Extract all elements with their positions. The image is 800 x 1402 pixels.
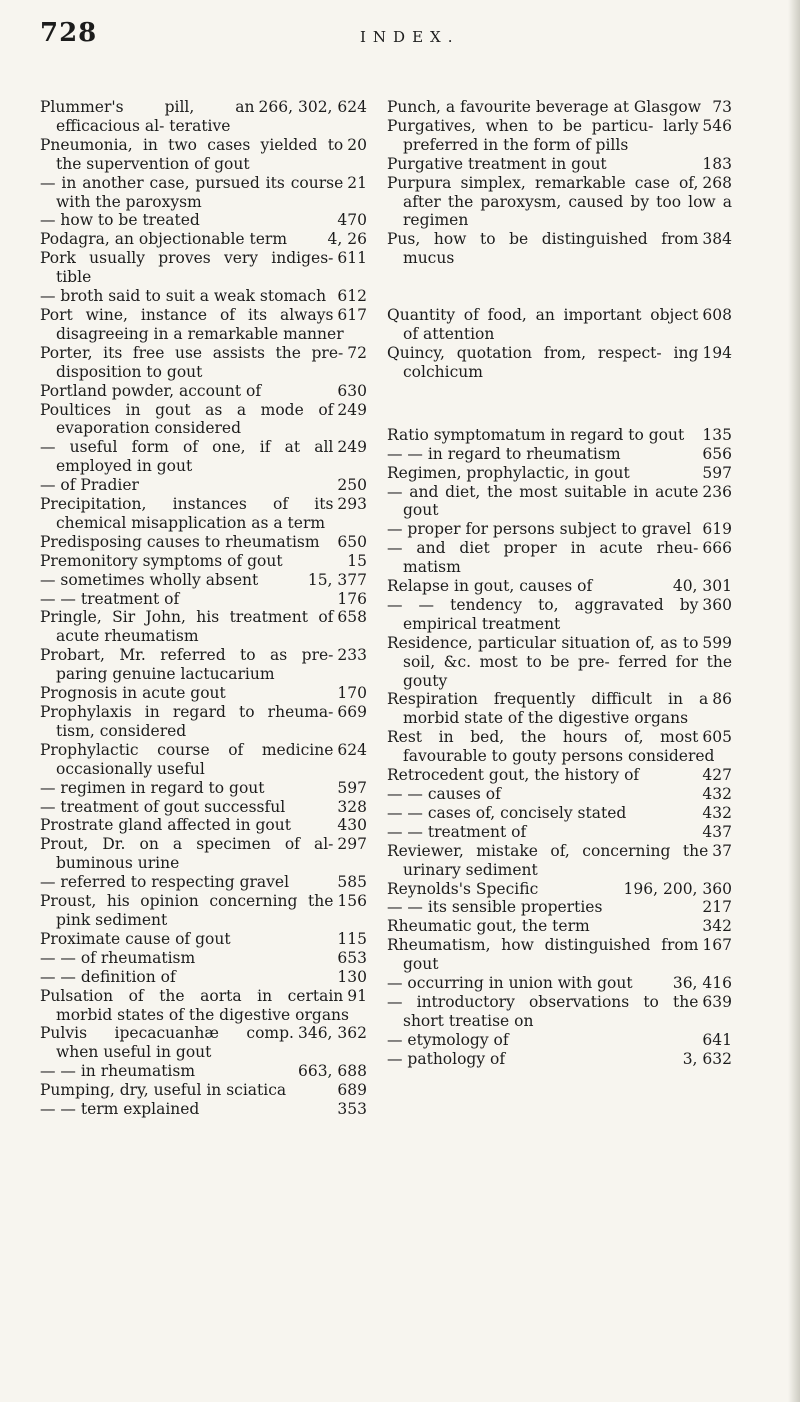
index-entry-text: — — cases of, concisely stated bbox=[387, 803, 627, 822]
index-entry bbox=[387, 974, 732, 993]
index-entry-pages: 597 bbox=[702, 463, 732, 482]
index-entry bbox=[387, 880, 732, 899]
index-entry-text: Regimen, prophylactic, in gout bbox=[387, 463, 630, 482]
index-entry-pages: 15 bbox=[347, 551, 367, 570]
index-entry bbox=[387, 804, 732, 823]
index-entry bbox=[387, 785, 732, 804]
index-entry-text: Prophylactic course of medicine occasionally useful bbox=[40, 740, 334, 778]
page-header bbox=[0, 18, 800, 58]
index-entry-pages: 597 bbox=[337, 778, 367, 797]
index-entry-text: Prostrate gland affected in gout bbox=[40, 816, 291, 835]
index-entry-pages: 4, 26 bbox=[327, 230, 367, 249]
index-entry-text: Prophylaxis in regard to rheuma- tism, considered bbox=[40, 703, 334, 740]
index-entry bbox=[387, 117, 732, 155]
index-entry-pages: 328 bbox=[337, 797, 367, 816]
index-entry-pages: 37 bbox=[712, 841, 732, 860]
index-entry bbox=[40, 798, 367, 817]
index-entry-text: Pringle, Sir John, his treatment of acute rheumatism bbox=[40, 608, 334, 646]
index-entry-text: — — treatment of bbox=[387, 822, 527, 841]
index-entry-text: Ratio symptomatum in regard to gout bbox=[387, 425, 685, 444]
index-entry bbox=[40, 1081, 367, 1100]
index-entry-text: — — of rheumatism bbox=[40, 948, 196, 967]
index-entry-pages: 669 bbox=[337, 703, 367, 721]
index-entry-text: Pneumonia, in two cases yielded to the supervention of gout bbox=[40, 135, 344, 173]
index-entry-pages: 599 bbox=[702, 633, 732, 652]
index-entry bbox=[40, 1100, 367, 1119]
index-entry-pages: 658 bbox=[337, 608, 367, 627]
index-entry bbox=[387, 520, 732, 539]
index-entry bbox=[40, 779, 367, 798]
index-entry-text: — — definition of bbox=[40, 967, 176, 986]
index-entry bbox=[40, 1024, 367, 1062]
index-entry bbox=[387, 306, 732, 344]
section-gap bbox=[387, 268, 732, 306]
index-entry bbox=[387, 690, 732, 728]
index-entry-pages: 196, 200, 360 bbox=[623, 879, 732, 898]
index-entry-text: — proper for persons subject to gravel bbox=[387, 520, 692, 539]
index-entry-text: — — in rheumatism bbox=[40, 1062, 196, 1081]
index-entry-pages: 630 bbox=[337, 381, 367, 400]
index-section-p bbox=[387, 98, 732, 268]
index-entry-text: — and diet proper in acute rheu- matism bbox=[387, 539, 699, 577]
index-entry-text: — occurring in union with gout bbox=[387, 974, 633, 993]
index-entry bbox=[40, 306, 367, 344]
index-entry-text: — — in regard to rheumatism bbox=[387, 444, 621, 463]
index-entry-text: — treatment of gout successful bbox=[40, 797, 286, 816]
index-entry bbox=[40, 230, 367, 249]
index-entry-text: — how to be treated bbox=[40, 211, 200, 230]
index-entry-text: — regimen in regard to gout bbox=[40, 778, 265, 797]
index-entry-pages: 293 bbox=[337, 495, 367, 514]
index-entry-text: — pathology of bbox=[387, 1049, 506, 1068]
index-entry-text: Precipitation, instances of its chemical misapplication as a term bbox=[40, 495, 334, 532]
index-entry-text: Reviewer, mistake of, concerning the urinary sediment bbox=[387, 841, 709, 879]
section-gap bbox=[387, 382, 732, 426]
index-column-left bbox=[40, 98, 367, 1119]
index-entry-pages: 666 bbox=[702, 539, 732, 558]
index-entry-text: Pumping, dry, useful in sciatica bbox=[40, 1081, 287, 1100]
index-entry bbox=[40, 968, 367, 987]
index-entry-text: — — treatment of bbox=[40, 589, 180, 608]
index-entry bbox=[40, 438, 367, 476]
index-entry-pages: 437 bbox=[702, 822, 732, 841]
index-entry-pages: 236 bbox=[702, 482, 732, 501]
index-entry-text: Pulsation of the aorta in certain morbid states of the digestive organs bbox=[40, 986, 349, 1024]
index-entry-pages: 20 bbox=[347, 135, 367, 154]
index-entry-pages: 641 bbox=[702, 1030, 732, 1049]
index-entry-pages: 605 bbox=[702, 728, 732, 747]
index-entry-pages: 653 bbox=[337, 948, 367, 967]
index-entry bbox=[387, 344, 732, 382]
index-entry bbox=[40, 287, 367, 306]
index-entry-pages: 91 bbox=[347, 986, 367, 1005]
index-entry-text: — referred to respecting gravel bbox=[40, 873, 290, 892]
index-entry-text: — of Pradier bbox=[40, 476, 139, 495]
index-entry-text: — in another case, pursued its course with the paroxysm bbox=[40, 173, 344, 211]
index-entry-pages: 21 bbox=[347, 173, 367, 192]
index-entry-text: Portland powder, account of bbox=[40, 381, 262, 400]
index-entry-text: Rheumatic gout, the term bbox=[387, 917, 590, 936]
index-entry bbox=[40, 401, 367, 439]
index-entry-pages: 73 bbox=[712, 98, 732, 116]
index-entry-text: — — its sensible properties bbox=[387, 898, 603, 917]
index-entry bbox=[40, 1062, 367, 1081]
index-entry bbox=[40, 495, 367, 533]
index-entry-text: Reynolds's Specific bbox=[387, 879, 539, 898]
index-entry-pages: 342 bbox=[702, 917, 732, 936]
index-entry-text: Quantity of food, an important object of attention bbox=[387, 306, 699, 344]
index-entry bbox=[40, 98, 367, 136]
index-entry-text: Rest in bed, the hours of, most favourable to gouty persons considered bbox=[387, 728, 715, 766]
index-entry-pages: 72 bbox=[347, 343, 367, 362]
index-entry-pages: 689 bbox=[337, 1081, 367, 1100]
index-entry-text: Punch, a favourite beverage at Glasgow bbox=[387, 98, 701, 116]
index-entry-pages: 167 bbox=[702, 936, 732, 955]
index-entry bbox=[387, 936, 732, 974]
index-entry bbox=[387, 98, 732, 117]
index-entry bbox=[40, 949, 367, 968]
index-entry bbox=[40, 344, 367, 382]
index-entry-pages: 624 bbox=[337, 740, 367, 759]
index-entry bbox=[387, 993, 732, 1031]
index-entry-pages: 233 bbox=[337, 646, 367, 665]
index-entry-pages: 639 bbox=[702, 992, 732, 1011]
index-entry-text: — and diet, the most suitable in acute gout bbox=[387, 482, 699, 520]
index-entry-text: Purpura simplex, remarkable case of, after the paroxysm, caused by too low a regimen bbox=[387, 173, 732, 230]
index-entry-pages: 612 bbox=[337, 287, 367, 306]
index-entry-pages: 268 bbox=[702, 173, 732, 192]
index-entry bbox=[387, 174, 732, 231]
index-entry bbox=[40, 382, 367, 401]
index-entry bbox=[40, 608, 367, 646]
index-entry bbox=[40, 684, 367, 703]
index-entry-text: — — tendency to, aggravated by empirical treatment bbox=[387, 595, 699, 633]
index-entry bbox=[387, 155, 732, 174]
index-entry bbox=[387, 823, 732, 842]
index-entry-pages: 617 bbox=[337, 305, 367, 324]
index-entry-pages: 40, 301 bbox=[672, 577, 732, 596]
index-entry bbox=[40, 816, 367, 835]
index-entry-text: Plummer's pill, an efficacious al- terative bbox=[40, 98, 255, 135]
index-entry-text: Rheumatism, how distinguished from gout bbox=[387, 936, 699, 974]
index-entry-text: Porter, its free use assists the pre- disposition to gout bbox=[40, 343, 344, 381]
index-entry-text: Predisposing causes to rheumatism bbox=[40, 532, 320, 551]
index-entry-text: — broth said to suit a weak stomach bbox=[40, 287, 327, 306]
index-entry-text: — — term explained bbox=[40, 1100, 200, 1119]
index-entry-pages: 249 bbox=[337, 438, 367, 457]
index-entry-pages: 135 bbox=[702, 425, 732, 444]
index-entry-pages: 360 bbox=[702, 595, 732, 614]
index-entry-pages: 170 bbox=[337, 684, 367, 703]
index-entry bbox=[387, 898, 732, 917]
index-entry-pages: 194 bbox=[702, 343, 732, 362]
index-entry bbox=[387, 426, 732, 445]
index-entry bbox=[387, 539, 732, 577]
index-entry-text: Residence, particular situation of, as to soil, &c. most to be pre- ferred for the gouty bbox=[387, 633, 732, 690]
index-entry-pages: 470 bbox=[337, 211, 367, 230]
index-entry-text: — introductory observations to the short treatise on bbox=[387, 992, 699, 1030]
index-entry bbox=[387, 634, 732, 691]
index-entry-pages: 432 bbox=[702, 785, 732, 803]
index-entry-text: Pork usually proves very indiges- tible bbox=[40, 249, 334, 287]
index-entry-pages: 619 bbox=[702, 520, 732, 539]
index-entry-text: Quincy, quotation from, respect- ing colchicum bbox=[387, 343, 699, 381]
index-entry bbox=[387, 445, 732, 464]
index-entry-pages: 36, 416 bbox=[672, 974, 732, 993]
index-entry-text: Proximate cause of gout bbox=[40, 929, 231, 948]
index-entry-text: Retrocedent gout, the history of bbox=[387, 766, 640, 785]
index-entry bbox=[40, 476, 367, 495]
index-entry bbox=[40, 646, 367, 684]
index-entry-pages: 346, 362 bbox=[297, 1024, 367, 1043]
index-entry-pages: 249 bbox=[337, 400, 367, 419]
index-entry-pages: 86 bbox=[712, 690, 732, 709]
index-entry-text: Prognosis in acute gout bbox=[40, 684, 226, 703]
index-entry bbox=[40, 892, 367, 930]
index-entry-pages: 432 bbox=[702, 803, 732, 822]
index-entry-text: — etymology of bbox=[387, 1030, 509, 1049]
index-entry-text: — — causes of bbox=[387, 785, 501, 803]
index-entry bbox=[387, 230, 732, 268]
index-entry-text: Premonitory symptoms of gout bbox=[40, 551, 283, 570]
index-entry-pages: 130 bbox=[337, 967, 367, 986]
index-entry-pages: 585 bbox=[337, 873, 367, 892]
index-entry-text: Port wine, instance of its always disagreeing in a remarkable manner bbox=[40, 305, 344, 343]
index-entry-pages: 250 bbox=[337, 476, 367, 495]
index-entry-pages: 650 bbox=[337, 532, 367, 551]
index-entry-text: Probart, Mr. referred to as pre- paring genuine lactucarium bbox=[40, 646, 334, 684]
index-entry-pages: 430 bbox=[337, 816, 367, 835]
index-entry bbox=[40, 873, 367, 892]
index-entry-pages: 115 bbox=[337, 929, 367, 948]
index-entry bbox=[387, 1031, 732, 1050]
index-section-r bbox=[387, 426, 732, 1069]
index-entry-pages: 217 bbox=[702, 898, 732, 917]
index-entry-text: Pulvis ipecacuanhæ comp. when useful in gout bbox=[40, 1024, 294, 1062]
index-entry-pages: 656 bbox=[702, 444, 732, 463]
index-entry-text: Pus, how to be distinguished from mucus bbox=[387, 230, 699, 268]
index-entry-text: Proust, his opinion concerning the pink sediment bbox=[40, 892, 334, 929]
index-entry-pages: 176 bbox=[337, 589, 367, 608]
index-entry bbox=[387, 577, 732, 596]
index-entry bbox=[40, 174, 367, 212]
index-entry bbox=[387, 596, 732, 634]
page-number: 728 bbox=[40, 18, 98, 48]
index-entry bbox=[40, 987, 367, 1025]
index-entry-pages: 353 bbox=[337, 1100, 367, 1119]
index-entry-text: Prout, Dr. on a specimen of al- buminous urine bbox=[40, 835, 334, 873]
index-entry bbox=[40, 211, 367, 230]
index-entry-pages: 15, 377 bbox=[307, 570, 367, 589]
index-entry-pages: 156 bbox=[337, 892, 367, 911]
index-entry bbox=[40, 249, 367, 287]
index-entry-pages: 3, 632 bbox=[682, 1049, 732, 1068]
index-entry bbox=[40, 590, 367, 609]
index-entry-pages: 427 bbox=[702, 766, 732, 785]
index-entry bbox=[387, 1050, 732, 1069]
index-entry-pages: 611 bbox=[337, 249, 367, 268]
index-entry-pages: 266, 302, 624 bbox=[258, 98, 367, 116]
index-entry-pages: 384 bbox=[702, 230, 732, 249]
index-entry-text: Purgatives, when to be particu- larly preferred in the form of pills bbox=[387, 116, 699, 154]
index-entry bbox=[387, 766, 732, 785]
index-entry-text: Respiration frequently difficult in a morbid state of the digestive organs bbox=[387, 690, 709, 728]
index-entry bbox=[387, 464, 732, 483]
index-column-right bbox=[387, 98, 732, 1069]
index-entry bbox=[387, 483, 732, 521]
index-entry bbox=[40, 552, 367, 571]
index-section-q bbox=[387, 306, 732, 382]
index-entry-pages: 183 bbox=[702, 154, 732, 173]
index-entry bbox=[40, 136, 367, 174]
index-entry-pages: 608 bbox=[702, 306, 732, 325]
index-entry bbox=[387, 842, 732, 880]
index-entry bbox=[40, 741, 367, 779]
index-entry-pages: 546 bbox=[702, 116, 732, 135]
index-entry bbox=[40, 703, 367, 741]
index-entry bbox=[40, 533, 367, 552]
index-entry-text: Relapse in gout, causes of bbox=[387, 577, 593, 596]
index-entry-pages: 297 bbox=[337, 835, 367, 854]
index-entry bbox=[40, 930, 367, 949]
scan-edge-shadow bbox=[788, 0, 800, 1402]
index-entry bbox=[40, 571, 367, 590]
running-head: INDEX. bbox=[360, 28, 460, 46]
index-entry-text: Poultices in gout as a mode of evaporation considered bbox=[40, 400, 334, 438]
index-entry-text: Purgative treatment in gout bbox=[387, 154, 607, 173]
index-entry-pages: 663, 688 bbox=[297, 1062, 367, 1081]
index-entry-text: — sometimes wholly absent bbox=[40, 570, 259, 589]
index-entry bbox=[387, 917, 732, 936]
index-entry bbox=[387, 728, 732, 766]
index-entry-text: — useful form of one, if at all employed in gout bbox=[40, 438, 334, 476]
index-entry-text: Podagra, an objectionable term bbox=[40, 230, 288, 249]
index-entry bbox=[40, 835, 367, 873]
